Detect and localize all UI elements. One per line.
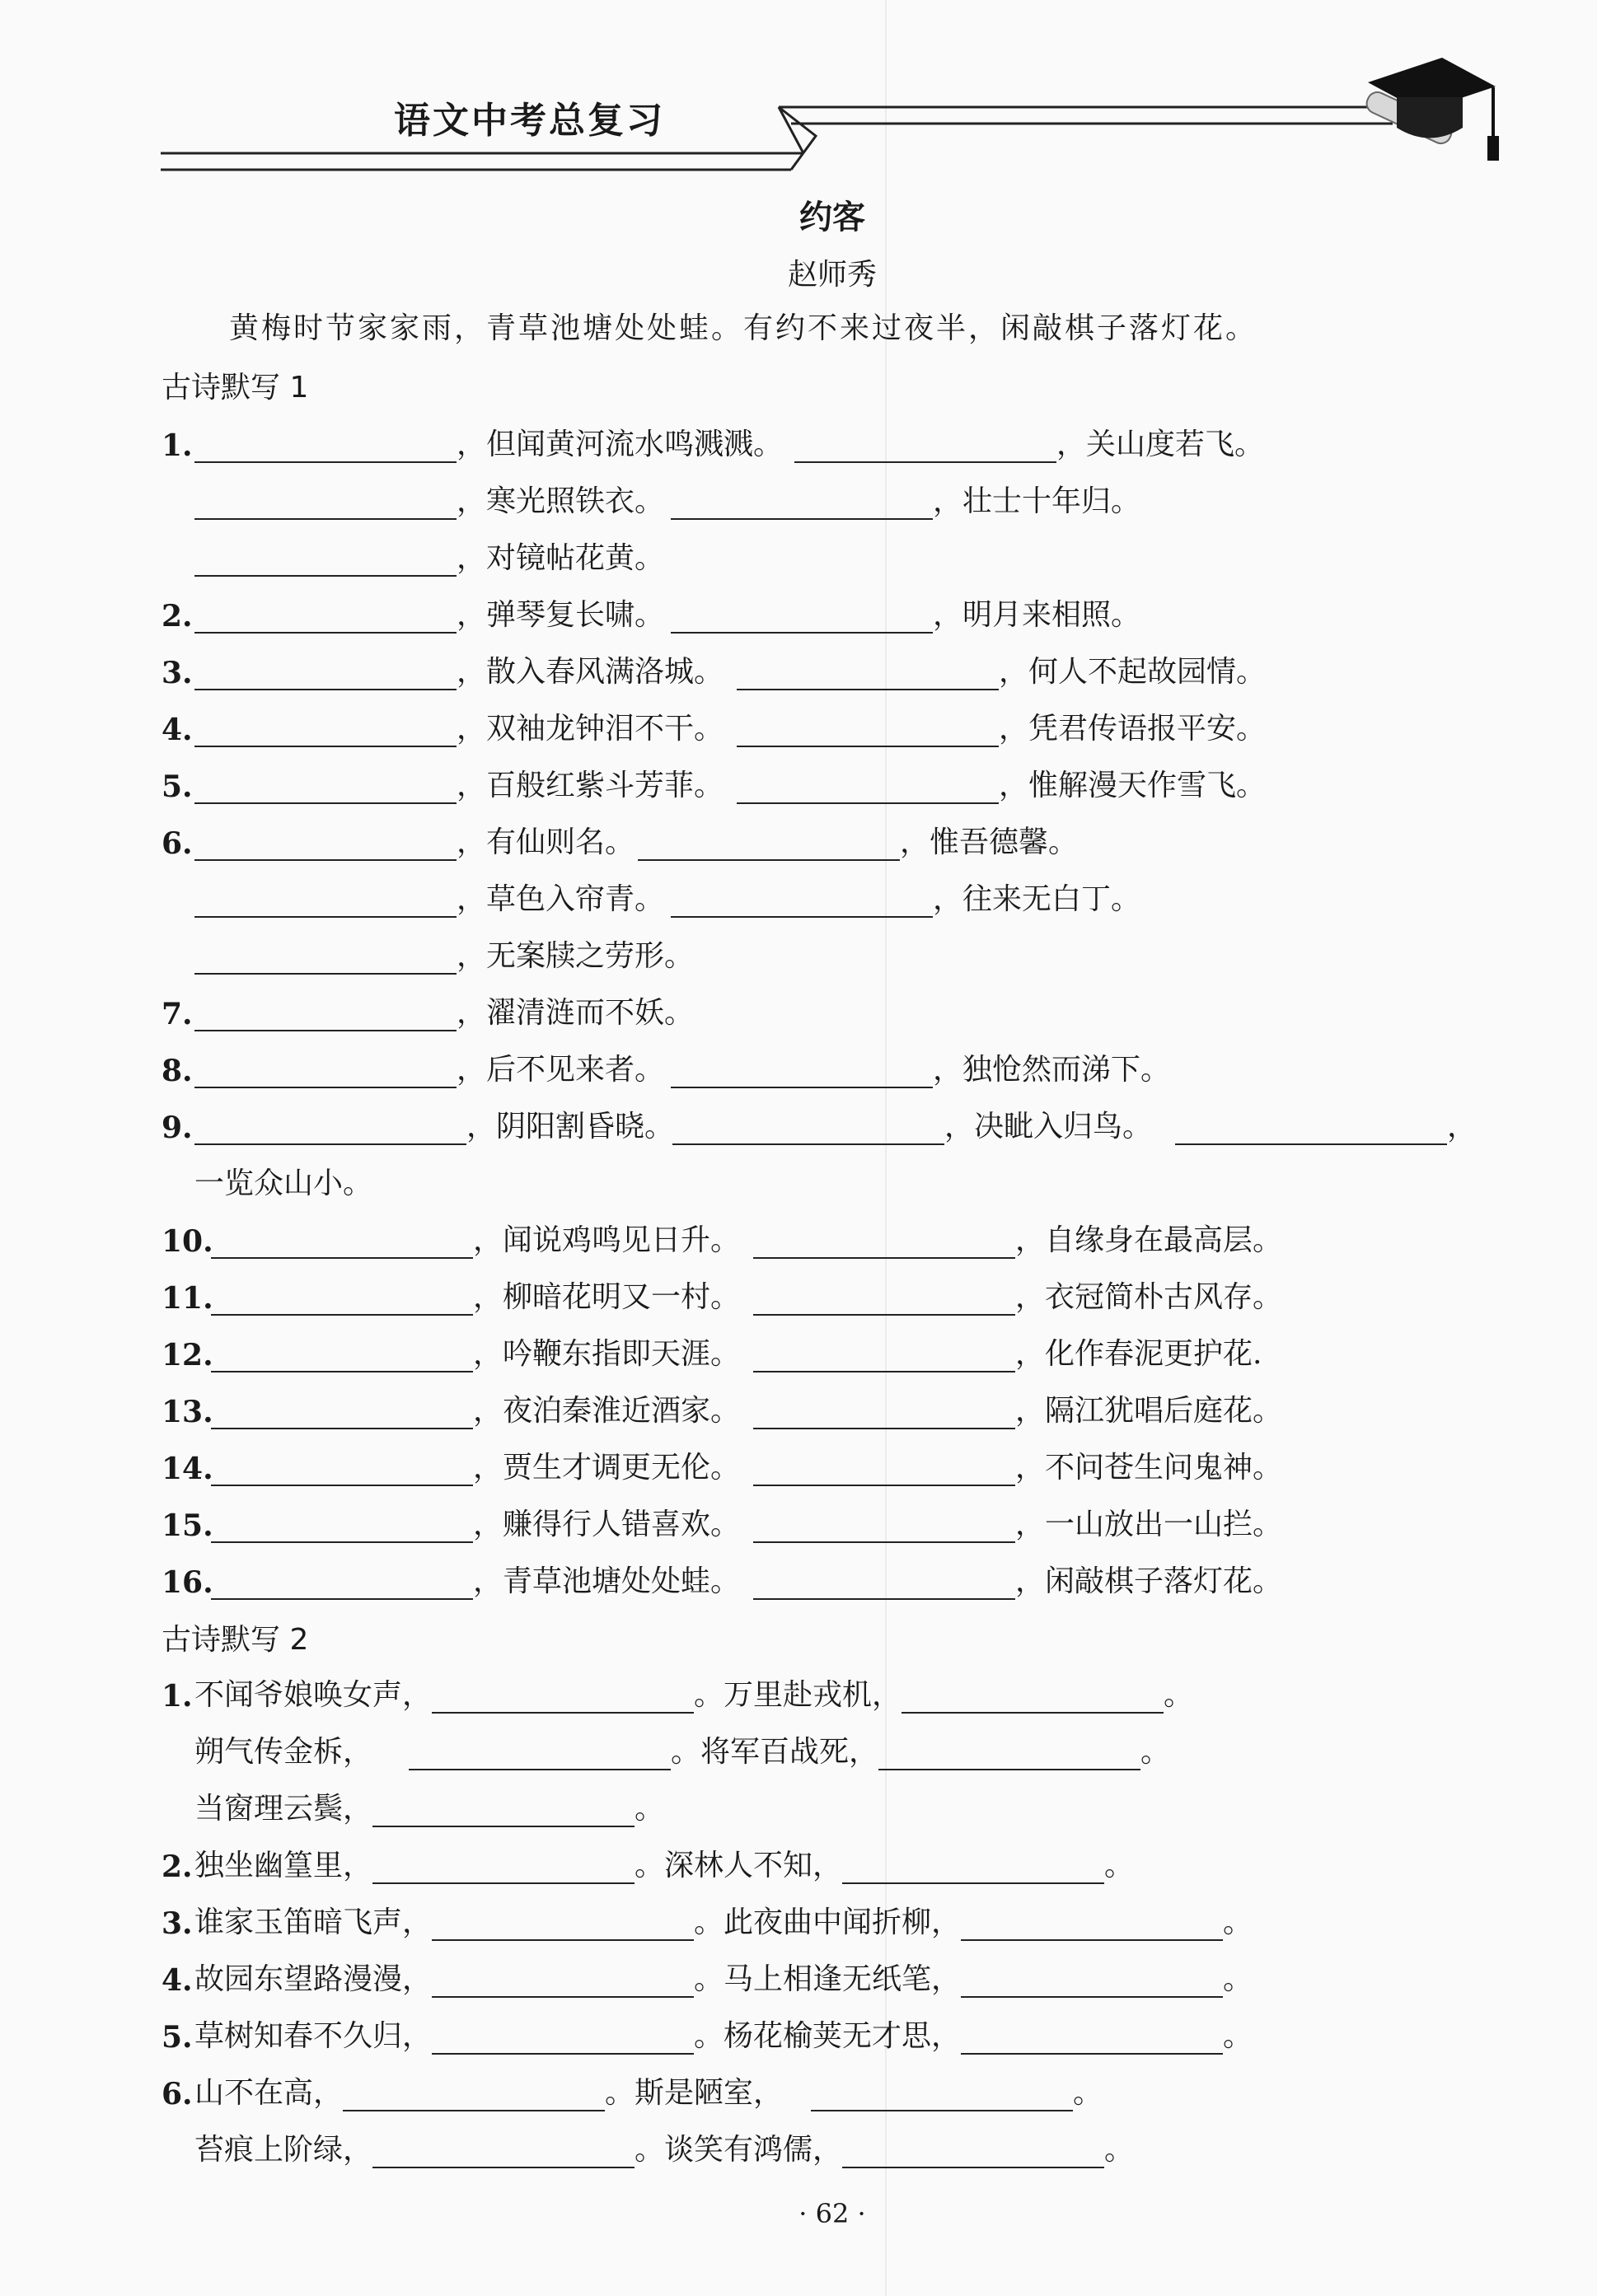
prompt-text: ，明月来相照。	[933, 598, 1141, 632]
prompt-text: 。杨花榆荚无才思，	[694, 2019, 962, 2053]
prompt-text: ，柳暗花明又一村。	[473, 1280, 741, 1314]
s1-question-1-line-2	[194, 477, 1140, 520]
answer-blank[interactable]	[211, 1565, 473, 1600]
prompt-text: 。	[1104, 1849, 1135, 1882]
answer-blank[interactable]	[737, 713, 999, 747]
s2-question-1-line-3	[194, 1784, 664, 1827]
prompt-text: ，对镜帖花黄。	[457, 541, 665, 575]
prompt-text: 。此夜曲中闻折柳，	[694, 1906, 962, 1939]
prompt-text: ，吟鞭东指即天涯。	[473, 1337, 741, 1371]
question-number: 3.	[162, 656, 193, 690]
question-number: 10.	[162, 1224, 213, 1259]
question-number: 7.	[162, 997, 193, 1031]
question-number: 2.	[162, 1849, 193, 1884]
prompt-text: ，赚得行人错喜欢。	[473, 1508, 741, 1541]
poem-text: 黄梅时节家家雨，青草池塘处处蛙。有约不来过夜半，闲敲棋子落灯花。	[229, 311, 1258, 345]
prompt-text: 故园东望路漫漫，	[194, 1962, 433, 1996]
section-heading-1: 古诗默写 1	[162, 371, 309, 404]
prompt-text: 一览众山小。	[194, 1167, 373, 1200]
prompt-text: ，惟吾德馨。	[900, 825, 1079, 859]
answer-blank[interactable]	[194, 883, 457, 918]
prompt-text: 当窗理云鬓，	[194, 1792, 373, 1826]
answer-blank[interactable]	[194, 1054, 457, 1088]
question-number: 16.	[162, 1565, 213, 1600]
question-number: 1.	[162, 1679, 193, 1714]
answer-blank[interactable]	[194, 1111, 466, 1145]
answer-blank[interactable]	[753, 1224, 1015, 1259]
prompt-text: ，隔江犹唱后庭花。	[1015, 1394, 1283, 1428]
s1-question-7	[162, 989, 694, 1031]
prompt-text: 。谈笑有鸿儒，	[635, 2133, 843, 2167]
question-number: 6.	[162, 826, 193, 861]
s1-question-4	[162, 704, 1266, 747]
answer-blank[interactable]	[432, 1906, 694, 1941]
answer-blank[interactable]	[753, 1281, 1015, 1316]
prompt-text: 。	[1223, 1906, 1253, 1939]
s1-question-11	[162, 1273, 1282, 1316]
answer-blank[interactable]	[753, 1395, 1015, 1429]
prompt-text: ，壮士十年归。	[933, 484, 1141, 518]
prompt-text: 。万里赴戎机，	[694, 1678, 902, 1712]
prompt-text: ，弹琴复长啸。	[457, 598, 665, 632]
answer-blank[interactable]	[194, 997, 457, 1031]
prompt-text: ，闲敲棋子落灯花。	[1015, 1564, 1283, 1598]
question-number: 9.	[162, 1111, 193, 1145]
answer-blank[interactable]	[753, 1565, 1015, 1600]
answer-blank[interactable]	[794, 428, 1056, 463]
answer-blank[interactable]	[372, 1849, 635, 1884]
answer-blank[interactable]	[671, 485, 933, 520]
prompt-text: 。	[1223, 2019, 1253, 2053]
prompt-text: ，百般红紫斗芳菲。	[457, 769, 724, 802]
prompt-text: ，独怆然而涕下。	[933, 1053, 1171, 1087]
answer-blank[interactable]	[737, 769, 999, 804]
answer-blank[interactable]	[194, 940, 457, 975]
answer-blank[interactable]	[372, 1793, 635, 1827]
s2-question-3	[162, 1898, 1253, 1941]
prompt-text: 草树知春不久归，	[194, 2019, 433, 2053]
s2-question-6-line-1	[162, 2069, 1103, 2111]
prompt-text: ，濯清涟而不妖。	[457, 996, 695, 1030]
prompt-text: ，化作春泥更护花.	[1015, 1337, 1262, 1371]
answer-blank[interactable]	[194, 428, 457, 463]
question-number: 2.	[162, 599, 193, 634]
s1-question-15	[162, 1500, 1282, 1543]
s1-question-2	[162, 591, 1140, 634]
answer-blank[interactable]	[211, 1395, 473, 1429]
answer-blank[interactable]	[343, 2077, 605, 2111]
answer-blank[interactable]	[737, 656, 999, 690]
s2-question-6-line-2	[194, 2125, 1134, 2168]
answer-blank[interactable]	[878, 1736, 1140, 1770]
graduation-cap-icon	[1351, 49, 1500, 173]
prompt-text: ，往来无白丁。	[933, 882, 1141, 916]
page-number: · 62 ·	[798, 2198, 866, 2229]
s2-question-1-line-1	[162, 1671, 1193, 1714]
answer-blank[interactable]	[194, 713, 457, 747]
answer-blank[interactable]	[194, 769, 457, 804]
prompt-text: ，寒光照铁衣。	[457, 484, 665, 518]
answer-blank[interactable]	[753, 1508, 1015, 1543]
question-number: 15.	[162, 1508, 213, 1543]
prompt-text: ，何人不起故园情。	[999, 655, 1267, 689]
s1-question-16	[162, 1557, 1282, 1600]
question-number: 5.	[162, 2020, 193, 2055]
answer-blank[interactable]	[753, 1338, 1015, 1372]
s1-question-9-line-2	[194, 1159, 372, 1202]
answer-blank[interactable]	[842, 1849, 1104, 1884]
answer-blank[interactable]	[961, 1906, 1223, 1941]
prompt-text: ，青草池塘处处蛙。	[473, 1564, 741, 1598]
question-number: 13.	[162, 1395, 213, 1429]
answer-blank[interactable]	[432, 2020, 694, 2055]
prompt-text: ，凭君传语报平安。	[999, 712, 1267, 746]
answer-blank[interactable]	[211, 1508, 473, 1543]
question-number: 1.	[162, 428, 193, 463]
s2-question-4	[162, 1955, 1253, 1998]
prompt-text: 谁家玉笛暗飞声，	[194, 1906, 433, 1939]
prompt-text: 朔气传金柝，	[194, 1735, 373, 1769]
prompt-text: ，后不见来者。	[457, 1053, 665, 1087]
question-number: 4.	[162, 1963, 193, 1998]
s1-question-8	[162, 1045, 1170, 1088]
prompt-text: 。	[1140, 1735, 1171, 1769]
question-number: 14.	[162, 1452, 213, 1486]
answer-blank[interactable]	[842, 2134, 1104, 2168]
prompt-text: ，无案牍之劳形。	[457, 939, 695, 973]
s1-question-1-line-3	[194, 534, 664, 577]
answer-blank[interactable]	[372, 2134, 635, 2168]
prompt-text: ，双袖龙钟泪不干。	[457, 712, 724, 746]
answer-blank[interactable]	[811, 2077, 1073, 2111]
prompt-text: 。	[1104, 2133, 1135, 2167]
prompt-text: ，散入春风满洛城。	[457, 655, 724, 689]
answer-blank[interactable]	[211, 1338, 473, 1372]
s1-question-3	[162, 648, 1266, 690]
prompt-text: 。	[1073, 2076, 1103, 2110]
prompt-text: ，有仙则名。	[457, 825, 635, 859]
answer-blank[interactable]	[902, 1679, 1164, 1714]
s1-question-12	[162, 1330, 1262, 1372]
s1-question-5	[162, 761, 1266, 804]
header-title: 语文中考总复习	[394, 100, 665, 142]
prompt-text: 。深林人不知，	[635, 1849, 843, 1882]
prompt-text: ，衣冠简朴古风存。	[1015, 1280, 1283, 1314]
answer-blank[interactable]	[671, 599, 933, 634]
prompt-text: 苔痕上阶绿，	[194, 2133, 373, 2167]
prompt-text: 。斯是陋室，	[605, 2076, 784, 2110]
s1-question-9-line-1	[162, 1102, 1477, 1145]
s2-question-2	[162, 1841, 1134, 1884]
prompt-text: 独坐幽篁里，	[194, 1849, 373, 1882]
question-number: 4.	[162, 713, 193, 747]
answer-blank[interactable]	[432, 1963, 694, 1998]
prompt-text: ，决眦入归鸟。	[944, 1110, 1153, 1143]
prompt-text: 。	[635, 1792, 665, 1826]
s1-question-6-line-3	[194, 932, 694, 975]
prompt-text: ，闻说鸡鸣见日升。	[473, 1223, 741, 1257]
prompt-text: 山不在高，	[194, 2076, 344, 2110]
answer-blank[interactable]	[211, 1452, 473, 1486]
answer-blank[interactable]	[671, 883, 933, 918]
s1-question-6-line-2	[194, 875, 1140, 918]
answer-blank[interactable]	[1175, 1111, 1447, 1145]
prompt-text: 。将军百战死，	[671, 1735, 879, 1769]
prompt-text: 不闻爷娘唤女声，	[194, 1678, 433, 1712]
prompt-text: ，阴阳割昏晓。	[466, 1110, 675, 1143]
prompt-text: ，	[1447, 1110, 1478, 1143]
prompt-text: ，但闻黄河流水鸣溅溅。	[457, 428, 784, 461]
answer-blank[interactable]	[638, 826, 900, 861]
prompt-text: ，夜泊秦淮近酒家。	[473, 1394, 741, 1428]
s1-question-14	[162, 1443, 1282, 1486]
question-number: 3.	[162, 1906, 193, 1941]
prompt-text: 。	[1164, 1678, 1194, 1712]
answer-blank[interactable]	[961, 1963, 1223, 1998]
question-number: 8.	[162, 1054, 193, 1088]
answer-blank[interactable]	[194, 485, 457, 520]
question-number: 12.	[162, 1338, 213, 1372]
s1-question-1-line-1	[162, 420, 1264, 463]
poem-title: 约客	[799, 198, 865, 236]
answer-blank[interactable]	[194, 656, 457, 690]
answer-blank[interactable]	[432, 1679, 694, 1714]
answer-blank[interactable]	[194, 599, 457, 634]
answer-blank[interactable]	[194, 542, 457, 577]
prompt-text: ，不问苍生问鬼神。	[1015, 1451, 1283, 1485]
page-header	[0, 0, 1597, 189]
question-number: 6.	[162, 2077, 193, 2111]
answer-blank[interactable]	[211, 1224, 473, 1259]
prompt-text: ，一山放出一山拦。	[1015, 1508, 1283, 1541]
answer-blank[interactable]	[211, 1281, 473, 1316]
answer-blank[interactable]	[672, 1111, 944, 1145]
s1-question-13	[162, 1386, 1282, 1429]
section-heading-2: 古诗默写 2	[162, 1623, 309, 1657]
question-number: 5.	[162, 769, 193, 804]
s1-question-6-line-1	[162, 818, 1078, 861]
prompt-text: ，惟解漫天作雪飞。	[999, 769, 1267, 802]
answer-blank[interactable]	[409, 1736, 671, 1770]
s1-question-10	[162, 1216, 1282, 1259]
answer-blank[interactable]	[194, 826, 457, 861]
prompt-text: ，自缘身在最高层。	[1015, 1223, 1283, 1257]
s2-question-1-line-2	[194, 1728, 1170, 1770]
prompt-text: 。	[1223, 1962, 1253, 1996]
prompt-text: ，贾生才调更无伦。	[473, 1451, 741, 1485]
answer-blank[interactable]	[753, 1452, 1015, 1486]
answer-blank[interactable]	[671, 1054, 933, 1088]
prompt-text: ，草色入帘青。	[457, 882, 665, 916]
question-number: 11.	[162, 1281, 213, 1316]
s2-question-5	[162, 2012, 1253, 2055]
answer-blank[interactable]	[961, 2020, 1223, 2055]
poem-author: 赵师秀	[787, 258, 877, 292]
prompt-text: 。马上相逢无纸笔，	[694, 1962, 962, 1996]
prompt-text: ，关山度若飞。	[1056, 428, 1265, 461]
